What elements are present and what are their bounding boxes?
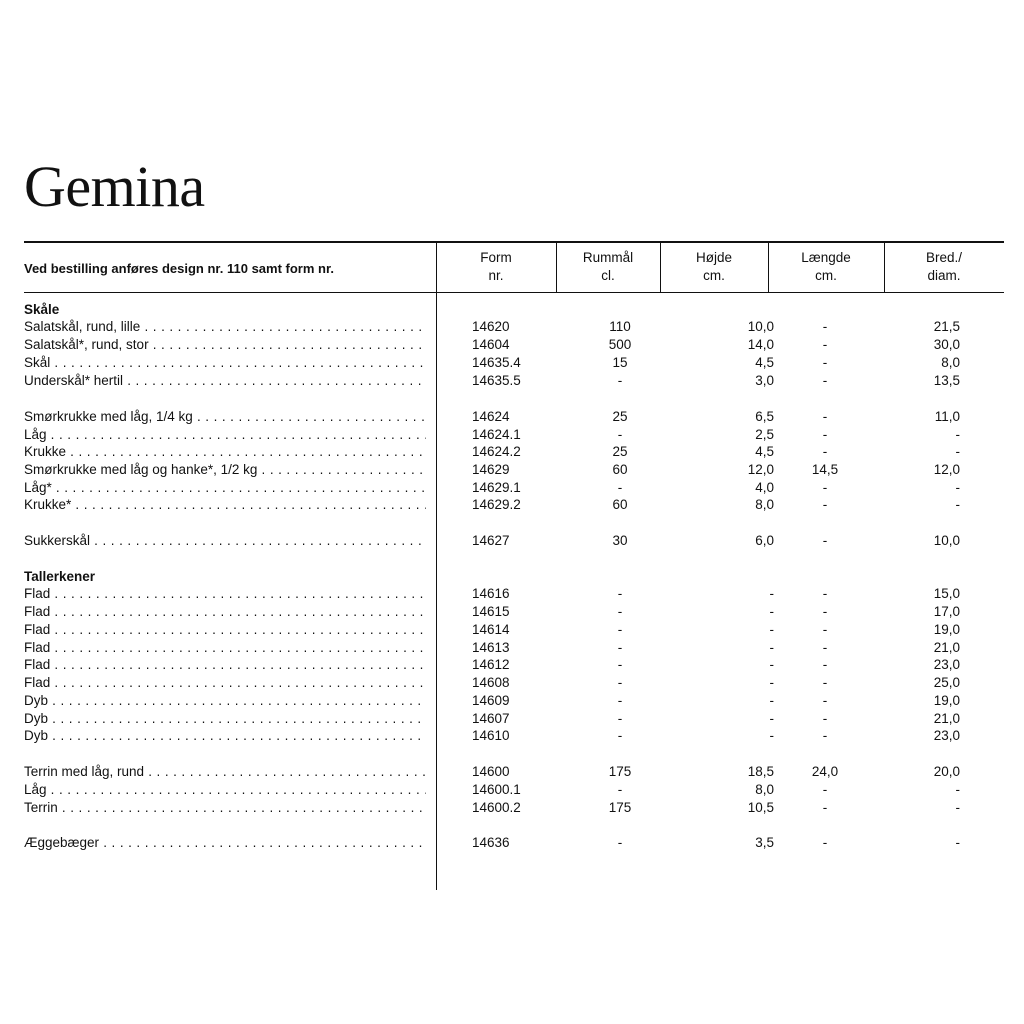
cell-rum: 60: [612, 497, 628, 512]
cell-rum: 60: [612, 462, 628, 477]
item-label: Dyb . . .: [24, 727, 426, 745]
cell-bred: 19,0: [933, 622, 960, 637]
cell-rum: 30: [612, 533, 628, 548]
cell-rum: 500: [608, 337, 632, 352]
item-label: Æggebæger . . .: [24, 834, 426, 852]
cell-form: 14616: [472, 586, 510, 601]
section-heading-label: Skåle: [24, 302, 60, 317]
item-label: Flad . . .: [24, 621, 426, 639]
cell-bred: 12,0: [933, 462, 960, 477]
cell-bred: 11,0: [934, 409, 960, 424]
item-label: Underskål* hertil . . .: [24, 372, 426, 390]
cell-form: 14620: [472, 319, 510, 334]
item-label: Sukkerskål . . .: [24, 532, 426, 550]
cell-bred: 21,5: [933, 319, 960, 334]
cell-laeng: -: [822, 373, 828, 388]
cell-bred: 17,0: [933, 604, 960, 619]
cell-form: 14636: [472, 835, 510, 850]
item-label: Flad . . .: [24, 656, 426, 674]
cell-form: 14624.1: [472, 427, 521, 442]
cell-bred: 25,0: [933, 675, 960, 690]
cell-hoj: -: [769, 711, 774, 726]
cell-bred: 21,0: [933, 640, 960, 655]
cell-rum: -: [617, 711, 623, 726]
cell-bred: 30,0: [933, 337, 960, 352]
cell-form: 14624: [472, 409, 510, 424]
item-label: Salatskål, rund, lille . . .: [24, 318, 426, 336]
cell-hoj: 4,5: [755, 355, 774, 370]
section-heading: [24, 568, 1004, 586]
table-row: [24, 318, 1004, 336]
table-row: [24, 461, 1004, 479]
cell-hoj: 4,5: [755, 444, 774, 459]
cell-laeng: -: [822, 427, 828, 442]
cell-laeng: -: [822, 533, 828, 548]
item-label: Flad . . .: [24, 585, 426, 603]
table-row: [24, 603, 1004, 621]
table-top-rule: [24, 241, 1004, 243]
cell-hoj: -: [769, 586, 774, 601]
table-row: [24, 354, 1004, 372]
cell-rum: -: [617, 604, 623, 619]
cell-laeng: -: [822, 675, 828, 690]
cell-rum: -: [617, 657, 623, 672]
cell-rum: -: [617, 693, 623, 708]
cell-rum: 15: [612, 355, 628, 370]
item-label: Smørkrukke med låg og hanke*, 1/2 kg . . .: [24, 461, 426, 479]
table-row: [24, 479, 1004, 497]
cell-hoj: 10,0: [747, 319, 774, 334]
cell-laeng: -: [822, 800, 828, 815]
table-row: [24, 336, 1004, 354]
column-header-hojde: Højde cm.: [695, 250, 732, 283]
table-row: [24, 496, 1004, 514]
cell-bred: 13,5: [933, 373, 960, 388]
cell-rum: -: [617, 586, 623, 601]
cell-bred: -: [955, 444, 960, 459]
table-row: [24, 799, 1004, 817]
cell-bred: -: [955, 782, 960, 797]
cell-rum: -: [617, 622, 623, 637]
cell-laeng: -: [822, 711, 828, 726]
cell-form: 14635.5: [472, 373, 521, 388]
cell-bred: -: [955, 427, 960, 442]
cell-laeng: -: [822, 640, 828, 655]
cell-bred: 19,0: [933, 693, 960, 708]
cell-form: 14629.1: [472, 480, 521, 495]
cell-bred: -: [955, 800, 960, 815]
column-header-laengde: Længde cm.: [801, 250, 851, 283]
cell-rum: -: [617, 640, 623, 655]
cell-hoj: -: [769, 657, 774, 672]
cell-laeng: -: [822, 728, 828, 743]
cell-laeng: -: [822, 497, 828, 512]
cell-rum: 110: [609, 319, 631, 334]
table-row: [24, 763, 1004, 781]
cell-form: 14615: [472, 604, 510, 619]
cell-hoj: 3,5: [755, 835, 774, 850]
cell-rum: 25: [612, 409, 628, 424]
item-label: Låg . . .: [24, 781, 426, 799]
cell-form: 14614: [472, 622, 510, 637]
cell-laeng: -: [822, 622, 828, 637]
table-row: [24, 674, 1004, 692]
cell-laeng: -: [822, 586, 828, 601]
cell-hoj: 3,0: [755, 373, 774, 388]
cell-hoj: 10,5: [747, 800, 774, 815]
table-header-rule: [24, 292, 1004, 293]
item-label: Dyb . . .: [24, 710, 426, 728]
cell-form: 14629.2: [472, 497, 521, 512]
table-row: [24, 692, 1004, 710]
column-header-rummaal: Rummål cl.: [582, 250, 634, 283]
cell-rum: -: [617, 782, 623, 797]
item-label: Skål . . .: [24, 354, 426, 372]
cell-rum: 25: [612, 444, 628, 459]
cell-form: 14600.2: [472, 800, 521, 815]
item-label: Låg* . . .: [24, 479, 426, 497]
cell-bred: -: [955, 480, 960, 495]
table-row: [24, 443, 1004, 461]
cell-hoj: -: [769, 675, 774, 690]
cell-hoj: -: [769, 640, 774, 655]
cell-rum: -: [617, 373, 623, 388]
table-row: [24, 639, 1004, 657]
cell-laeng: 14,5: [811, 462, 839, 477]
cell-rum: 175: [608, 800, 632, 815]
table-row: [24, 727, 1004, 745]
cell-bred: -: [955, 835, 960, 850]
cell-hoj: -: [769, 693, 774, 708]
item-label: Terrin med låg, rund . . .: [24, 763, 426, 781]
section-heading: [24, 301, 1004, 319]
cell-form: 14635.4: [472, 355, 521, 370]
cell-laeng: -: [822, 693, 828, 708]
table-row: [24, 372, 1004, 390]
cell-laeng: -: [822, 782, 828, 797]
table-row: [24, 621, 1004, 639]
cell-form: 14607: [472, 711, 510, 726]
cell-form: 14612: [472, 657, 510, 672]
item-label: Flad . . .: [24, 674, 426, 692]
cell-laeng: -: [822, 444, 828, 459]
cell-rum: -: [617, 835, 623, 850]
column-header-form: Form nr.: [480, 250, 512, 283]
cell-hoj: -: [769, 604, 774, 619]
cell-laeng: -: [822, 657, 828, 672]
table-row: [24, 781, 1004, 799]
item-label: Dyb . . .: [24, 692, 426, 710]
cell-laeng: -: [822, 835, 828, 850]
cell-form: 14604: [472, 337, 510, 352]
cell-rum: -: [617, 675, 623, 690]
cell-rum: -: [617, 427, 623, 442]
cell-form: 14608: [472, 675, 510, 690]
cell-hoj: -: [769, 728, 774, 743]
cell-form: 14600.1: [472, 782, 521, 797]
cell-laeng: -: [822, 604, 828, 619]
cell-hoj: 12,0: [747, 462, 774, 477]
cell-bred: 23,0: [933, 728, 960, 743]
item-label: Låg . . .: [24, 426, 426, 444]
cell-hoj: 18,5: [747, 764, 774, 779]
table-row: [24, 532, 1004, 550]
cell-laeng: 24,0: [811, 764, 839, 779]
cell-rum: -: [617, 728, 623, 743]
cell-hoj: 8,0: [755, 497, 774, 512]
item-label: Flad . . .: [24, 639, 426, 657]
table-row: [24, 426, 1004, 444]
cell-form: 14610: [472, 728, 510, 743]
cell-rum: 175: [608, 764, 632, 779]
item-label: Krukke* . . .: [24, 496, 426, 514]
cell-bred: -: [955, 497, 960, 512]
cell-form: 14627: [472, 533, 510, 548]
cell-hoj: 2,5: [755, 427, 774, 442]
cell-form: 14600: [472, 764, 510, 779]
page-title: Gemina: [24, 154, 205, 219]
section-heading-label: Tallerkener: [24, 569, 96, 584]
cell-bred: 8,0: [941, 355, 960, 370]
cell-hoj: 8,0: [755, 782, 774, 797]
item-label: Flad . . .: [24, 603, 426, 621]
cell-bred: 21,0: [933, 711, 960, 726]
cell-form: 14624.2: [472, 444, 521, 459]
cell-hoj: 14,0: [747, 337, 774, 352]
cell-hoj: 4,0: [755, 480, 774, 495]
cell-form: 14609: [472, 693, 510, 708]
table-row: [24, 710, 1004, 728]
cell-hoj: 6,5: [755, 409, 774, 424]
item-label: Krukke . . .: [24, 443, 426, 461]
cell-laeng: -: [822, 409, 828, 424]
cell-laeng: -: [822, 337, 828, 352]
column-header-bredde: Bred./ diam.: [925, 250, 963, 283]
cell-bred: 20,0: [933, 764, 960, 779]
cell-rum: -: [617, 480, 623, 495]
item-label: Smørkrukke med låg, 1/4 kg . . .: [24, 408, 426, 426]
cell-bred: 10,0: [933, 533, 960, 548]
order-instruction: Ved bestilling anføres design nr. 110 samt form nr.: [24, 261, 334, 276]
cell-laeng: -: [822, 319, 828, 334]
table-row: [24, 656, 1004, 674]
cell-bred: 15,0: [933, 586, 960, 601]
cell-laeng: -: [822, 355, 828, 370]
cell-hoj: -: [769, 622, 774, 637]
cell-laeng: -: [822, 480, 828, 495]
cell-hoj: 6,0: [755, 533, 774, 548]
item-label: Salatskål*, rund, stor . . .: [24, 336, 426, 354]
table-row: [24, 408, 1004, 426]
table-row: [24, 834, 1004, 852]
cell-form: 14629: [472, 462, 510, 477]
table-row: [24, 585, 1004, 603]
cell-form: 14613: [472, 640, 510, 655]
item-label: Terrin . . .: [24, 799, 426, 817]
cell-bred: 23,0: [933, 657, 960, 672]
